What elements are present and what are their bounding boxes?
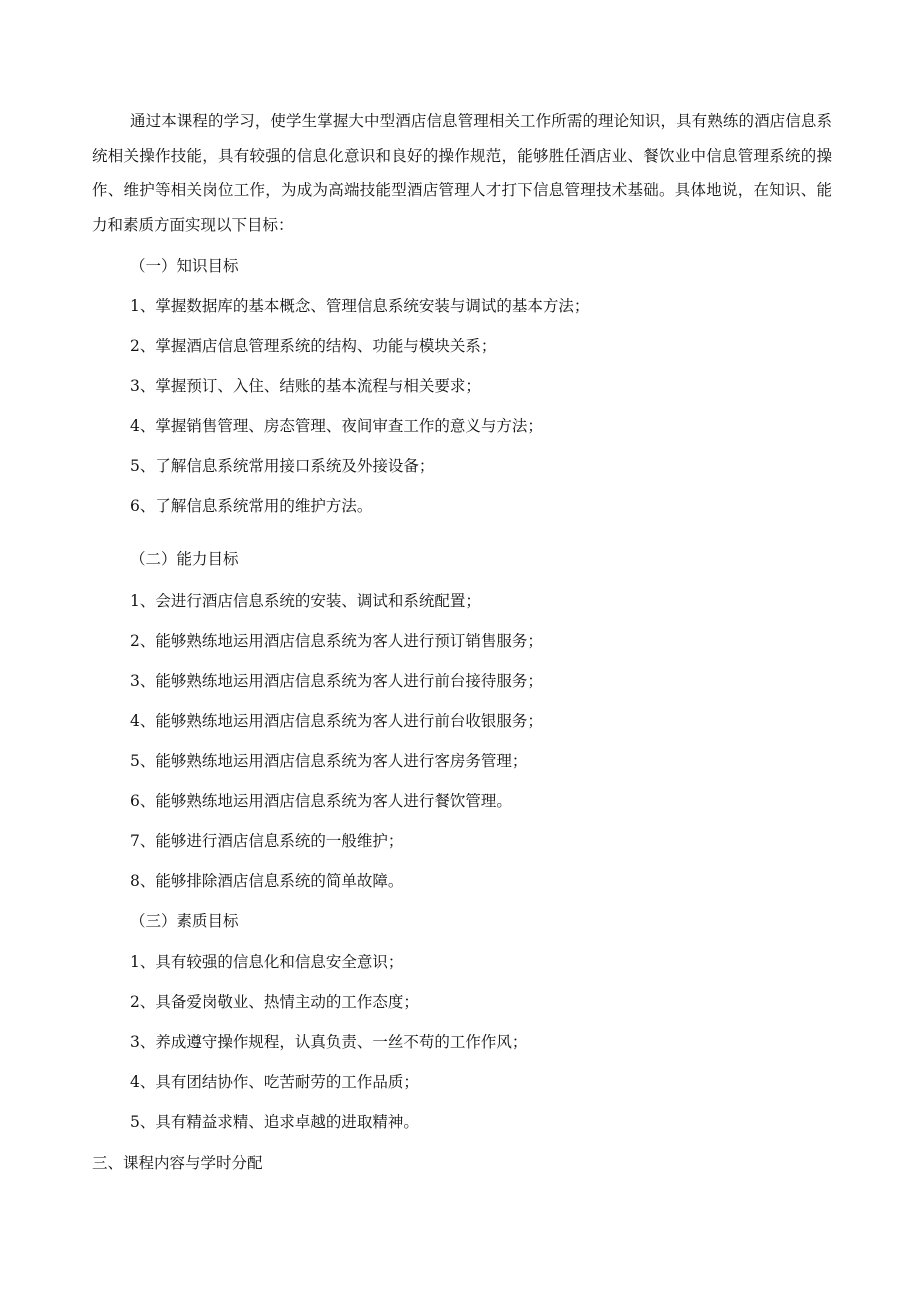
knowledge-item: 6、了解信息系统常用的维护方法。: [130, 497, 373, 515]
quality-item: 5、具有精益求精、追求卓越的进取精神。: [130, 1113, 419, 1131]
ability-item: 7、能够进行酒店信息系统的一般维护；: [130, 832, 404, 850]
knowledge-item: 5、了解信息系统常用接口系统及外接设备；: [130, 457, 435, 475]
quality-item: 2、具备爱岗敬业、热情主动的工作态度；: [130, 993, 419, 1011]
quality-item: 4、具有团结协作、吃苦耐劳的工作品质；: [130, 1073, 419, 1091]
ability-item: 2、能够熟练地运用酒店信息系统为客人进行预订销售服务；: [130, 632, 543, 650]
knowledge-item: 2、掌握酒店信息管理系统的结构、功能与模块关系；: [130, 337, 497, 355]
knowledge-item: 4、掌握销售管理、房态管理、夜间审查工作的意义与方法；: [130, 417, 543, 435]
knowledge-item: 1、掌握数据库的基本概念、管理信息系统安装与调试的基本方法；: [130, 297, 590, 315]
section-heading: 三、课程内容与学时分配: [92, 1154, 263, 1172]
ability-item: 3、能够熟练地运用酒店信息系统为客人进行前台接待服务；: [130, 672, 543, 690]
ability-item: 6、能够熟练地运用酒店信息系统为客人进行餐饮管理。: [130, 792, 512, 810]
quality-item: 1、具有较强的信息化和信息安全意识；: [130, 953, 404, 971]
knowledge-goals-heading: （一）知识目标: [130, 257, 239, 275]
quality-item: 3、养成遵守操作规程，认真负责、一丝不苟的工作作风；: [130, 1033, 528, 1051]
ability-item: 1、会进行酒店信息系统的安装、调试和系统配置；: [130, 592, 481, 610]
ability-item: 4、能够熟练地运用酒店信息系统为客人进行前台收银服务；: [130, 712, 543, 730]
ability-goals-heading: （二）能力目标: [130, 550, 239, 568]
ability-item: 5、能够熟练地运用酒店信息系统为客人进行客房务管理；: [130, 752, 528, 770]
intro-paragraph: 通过本课程的学习，使学生掌握大中型酒店信息管理相关工作所需的理论知识，具有熟练的酒店信息系统相关操作技能，具有较强的信息化意识和良好的操作规范，能够胜任酒店业、餐饮业中信息管理系统的操作、维护等相关岗位工作，为成为高端技能型酒店管理人才打下信息管理技术基础。具体地说，在知识、能力和素质方面实现以下目标：: [92, 112, 832, 234]
knowledge-item: 3、掌握预订、入住、结账的基本流程与相关要求；: [130, 377, 481, 395]
quality-goals-heading: （三）素质目标: [130, 912, 239, 930]
ability-item: 8、能够排除酒店信息系统的简单故障。: [130, 872, 404, 890]
